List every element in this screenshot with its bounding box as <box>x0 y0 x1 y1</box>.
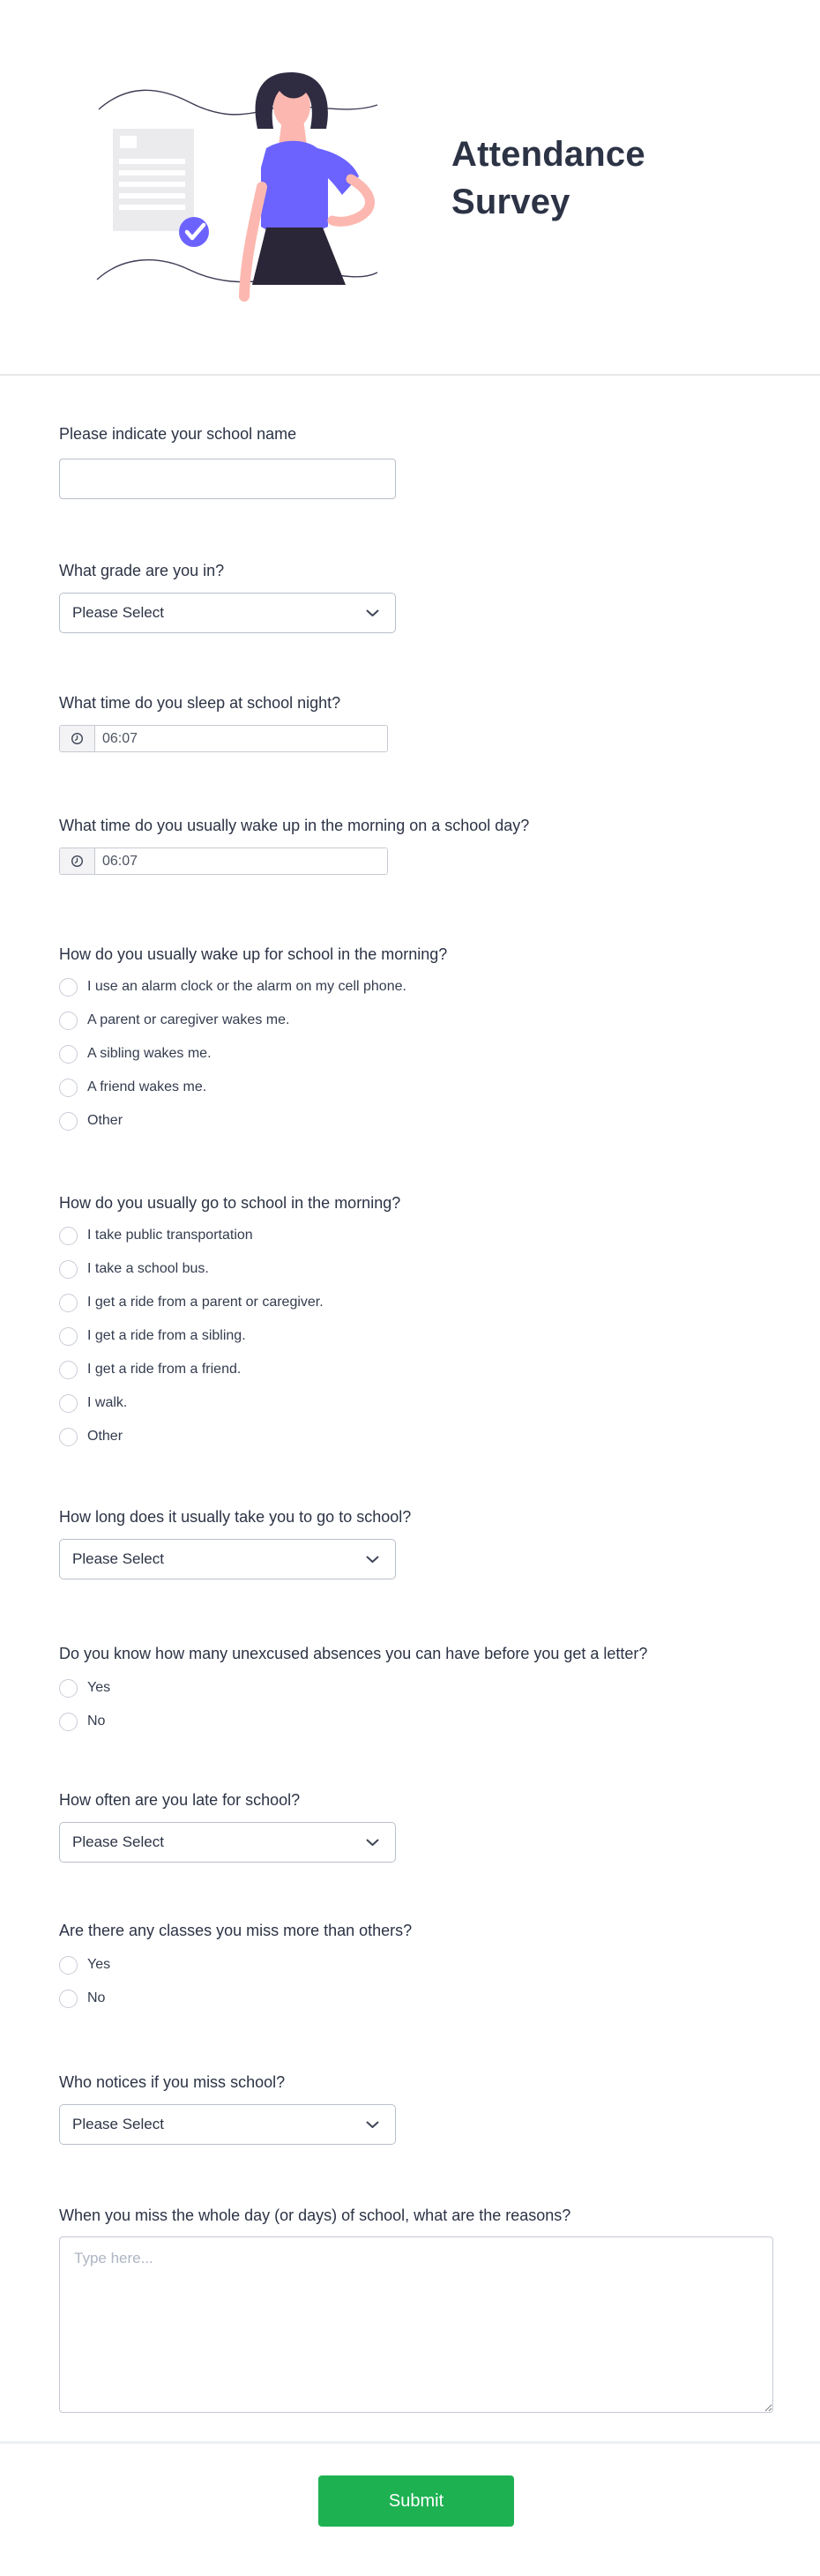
miss-classes-options <box>59 1955 773 2008</box>
who-notices-select[interactable] <box>59 2104 396 2145</box>
miss-reasons-textarea[interactable] <box>59 2236 773 2413</box>
radio-button-icon[interactable] <box>59 1045 78 1064</box>
option-label[interactable]: A parent or caregiver wakes me. <box>87 1012 290 1027</box>
question-unexcused-absences <box>59 1643 773 1731</box>
survey-illustration <box>79 35 414 317</box>
question-label: Do you know how many unexcused absences you can have before you get a letter? <box>59 1645 648 1662</box>
radio-option[interactable] <box>59 1111 773 1131</box>
question-wake-method <box>59 944 773 1131</box>
sleep-time-group <box>59 725 388 752</box>
chevron-down-icon <box>366 2121 379 2129</box>
question-label: How do you usually go to school in the morning? <box>59 1194 401 1212</box>
option-label[interactable]: I get a ride from a friend. <box>87 1362 242 1377</box>
question-grade <box>59 560 773 633</box>
question-label: What grade are you in? <box>59 562 225 579</box>
select-value: Please Select <box>72 1833 164 1850</box>
option-label[interactable]: Yes <box>87 1680 111 1695</box>
radio-option[interactable] <box>59 1326 773 1346</box>
radio-button-icon[interactable] <box>59 1361 78 1379</box>
radio-option[interactable] <box>59 1078 773 1097</box>
select-value: Please Select <box>72 2116 164 2132</box>
radio-option[interactable] <box>59 1360 773 1379</box>
question-label: Who notices if you miss school? <box>59 2073 286 2091</box>
option-label[interactable]: Other <box>87 1429 123 1444</box>
question-label: When you miss the whole day (or days) of school, what are the reasons? <box>59 2206 571 2224</box>
page-title-line2: Survey <box>451 183 570 221</box>
question-go-to-school <box>59 1192 773 1446</box>
question-who-notices <box>59 2072 773 2145</box>
chevron-down-icon <box>366 609 379 617</box>
wave-line-top <box>99 90 377 115</box>
radio-option[interactable] <box>59 1044 773 1064</box>
radio-button-icon[interactable] <box>59 1294 78 1312</box>
radio-option[interactable] <box>59 1226 773 1245</box>
chevron-down-icon <box>366 1556 379 1564</box>
question-miss-reasons <box>59 2205 773 2413</box>
radio-button-icon[interactable] <box>59 1713 78 1731</box>
page-title-line1: Attendance <box>451 135 645 174</box>
select-value: Please Select <box>72 604 164 621</box>
radio-button-icon[interactable] <box>59 1012 78 1030</box>
radio-button-icon[interactable] <box>59 1227 78 1245</box>
unexcused-absences-options <box>59 1678 773 1731</box>
radio-button-icon[interactable] <box>59 1327 78 1346</box>
question-label: Are there any classes you miss more than others? <box>59 1922 413 1939</box>
checkmark-icon <box>179 217 209 247</box>
document-graphic <box>113 129 194 231</box>
question-label: How long does it usually take you to go to school? <box>59 1508 412 1526</box>
radio-button-icon[interactable] <box>59 1956 78 1975</box>
option-label[interactable]: I take public transportation <box>87 1228 253 1243</box>
radio-button-icon[interactable] <box>59 978 78 997</box>
go-to-school-options <box>59 1226 773 1446</box>
option-label[interactable]: I take a school bus. <box>87 1261 209 1276</box>
radio-button-icon[interactable] <box>59 1990 78 2008</box>
option-label[interactable]: Other <box>87 1113 123 1128</box>
radio-option[interactable] <box>59 1259 773 1279</box>
question-wake-time <box>59 815 773 875</box>
option-label[interactable]: I get a ride from a sibling. <box>87 1328 246 1343</box>
form-header <box>0 0 820 376</box>
woman-figure <box>244 72 370 296</box>
radio-option[interactable] <box>59 1011 773 1030</box>
radio-option[interactable] <box>59 1712 773 1731</box>
option-label[interactable]: A sibling wakes me. <box>87 1046 212 1061</box>
radio-button-icon[interactable] <box>59 1394 78 1413</box>
option-label[interactable]: I use an alarm clock or the alarm on my cell phone. <box>87 979 406 994</box>
radio-option[interactable] <box>59 1293 773 1312</box>
radio-button-icon[interactable] <box>59 1428 78 1446</box>
clock-icon <box>60 726 95 751</box>
page-title <box>451 131 645 226</box>
question-school-name <box>59 423 773 499</box>
clock-icon <box>60 848 95 874</box>
question-label: Please indicate your school name <box>59 425 297 443</box>
select-value: Please Select <box>72 1550 164 1567</box>
submit-button[interactable]: Submit <box>318 2475 514 2527</box>
option-label[interactable]: Yes <box>87 1957 111 1972</box>
option-label[interactable]: A friend wakes me. <box>87 1079 207 1094</box>
wake-method-options <box>59 977 773 1131</box>
question-miss-classes <box>59 1920 773 2008</box>
radio-button-icon[interactable] <box>59 1260 78 1279</box>
wake-time-input[interactable] <box>95 848 387 874</box>
question-sleep-time <box>59 692 773 752</box>
commute-length-select[interactable] <box>59 1539 396 1579</box>
option-label[interactable]: No <box>87 1714 106 1729</box>
question-label: What time do you sleep at school night? <box>59 694 341 712</box>
radio-button-icon[interactable] <box>59 1112 78 1131</box>
question-label: How do you usually wake up for school in the morning? <box>59 945 448 963</box>
radio-option[interactable] <box>59 1989 773 2008</box>
chevron-down-icon <box>366 1839 379 1847</box>
option-label[interactable]: No <box>87 1990 106 2005</box>
radio-button-icon[interactable] <box>59 1079 78 1097</box>
question-commute-length <box>59 1506 773 1579</box>
radio-option[interactable] <box>59 1393 773 1413</box>
question-label: What time do you usually wake up in the morning on a school day? <box>59 817 530 834</box>
form-body <box>0 423 820 2576</box>
option-label[interactable]: I walk. <box>87 1395 128 1410</box>
radio-option[interactable] <box>59 1955 773 1975</box>
radio-option[interactable] <box>59 1678 773 1698</box>
radio-button-icon[interactable] <box>59 1679 78 1698</box>
question-label: How often are you late for school? <box>59 1791 301 1809</box>
school-name-input[interactable] <box>59 459 396 499</box>
submit-area <box>59 2444 773 2576</box>
radio-option[interactable] <box>59 977 773 997</box>
late-frequency-select[interactable] <box>59 1822 396 1863</box>
wake-time-group <box>59 847 388 875</box>
option-label[interactable]: I get a ride from a parent or caregiver. <box>87 1295 324 1310</box>
radio-option[interactable] <box>59 1427 773 1446</box>
sleep-time-input[interactable] <box>95 726 387 751</box>
grade-select[interactable] <box>59 593 396 633</box>
question-late-frequency <box>59 1789 773 1863</box>
